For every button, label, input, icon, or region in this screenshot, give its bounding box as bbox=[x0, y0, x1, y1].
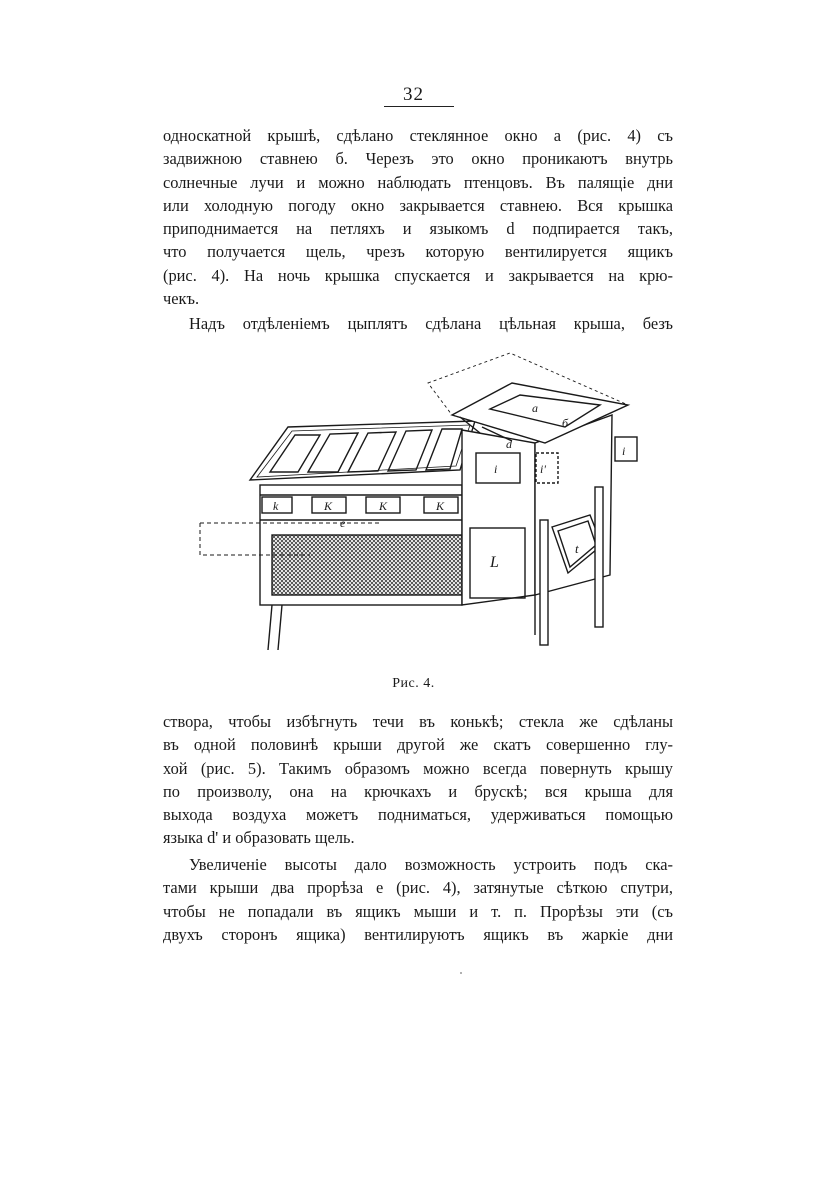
label-b: б bbox=[562, 416, 569, 430]
text-line: выхода воздуха можетъ подниматься, удерживаться помощью bbox=[163, 805, 673, 825]
paragraph-4 bbox=[163, 853, 673, 946]
label-a: а bbox=[532, 401, 538, 415]
label-i2: i' bbox=[540, 462, 546, 476]
label-i3: i bbox=[622, 444, 626, 458]
text-line: тами крыши два прорѣза е (рис. 4), затянутые сѣткою спутри, bbox=[163, 878, 673, 898]
text-line: въ одной половинѣ крыши другой же скатъ совершенно глу- bbox=[163, 735, 673, 755]
label-k4: K bbox=[436, 499, 445, 513]
text-line: приподнимается на петляхъ и языкомъ d подпирается такъ, bbox=[163, 219, 673, 239]
label-k2: K bbox=[324, 499, 333, 513]
label-k1: k bbox=[273, 499, 279, 513]
text-line: Надъ отдѣленіемъ цыплятъ сдѣлана цѣльная крыша, безъ bbox=[189, 314, 673, 333]
figure-incubator-box bbox=[190, 345, 650, 660]
figure-caption: Рис. 4. bbox=[392, 676, 435, 691]
paragraph-2 bbox=[163, 312, 673, 335]
page-number: 32 bbox=[403, 84, 424, 105]
label-i1: i bbox=[494, 462, 498, 476]
label-t: t bbox=[575, 541, 579, 556]
text-line: Увеличеніе высоты дало возможность устроить подъ ска- bbox=[189, 855, 673, 874]
label-L: L bbox=[490, 554, 499, 571]
paragraph-1 bbox=[163, 124, 673, 310]
text-line: или холодную погоду окно закрывается ставнею. Вся крышка bbox=[163, 195, 673, 215]
text-line: по произволу, она на крючкахъ и брускѣ; вся крыша для bbox=[163, 781, 673, 801]
text-line: языка d' и образовать щель. bbox=[163, 828, 355, 848]
text-line: что получается щель, чрезъ которую вентилируется ящикъ bbox=[163, 242, 673, 262]
label-d: d bbox=[506, 437, 512, 451]
text-line: двухъ сторонъ ящика) вентилируютъ ящикъ въ жаркіе дни bbox=[163, 924, 673, 944]
text-line: (рис. 4). На ночь крышка спускается и закрывается на крю- bbox=[163, 265, 673, 285]
scan-speck bbox=[460, 972, 462, 974]
text-line: односкатной крышѣ, сдѣлано стеклянное окно а (рис. 4) съ bbox=[163, 126, 673, 145]
paragraph-3 bbox=[163, 710, 673, 850]
text-line: чтобы не попадали въ ящикъ мыши и т. п. Прорѣзы эти (съ bbox=[163, 901, 673, 921]
text-line: чекъ. bbox=[163, 289, 200, 309]
text-line: солнечные лучи и можно наблюдать птенцовъ. Въ палящіе дни bbox=[163, 172, 673, 192]
label-e: e bbox=[340, 516, 346, 530]
page-number-rule bbox=[384, 106, 454, 107]
text-line: задвижною ставнею б. Черезъ это окно проникаютъ внутрь bbox=[163, 149, 673, 169]
label-k3: K bbox=[379, 499, 388, 513]
text-line: хой (рис. 5). Такимъ образомъ можно всегда повернуть крышу bbox=[163, 758, 673, 778]
text-line: створа, чтобы избѣгнуть течи въ конькѣ; стекла же сдѣланы bbox=[163, 712, 673, 731]
